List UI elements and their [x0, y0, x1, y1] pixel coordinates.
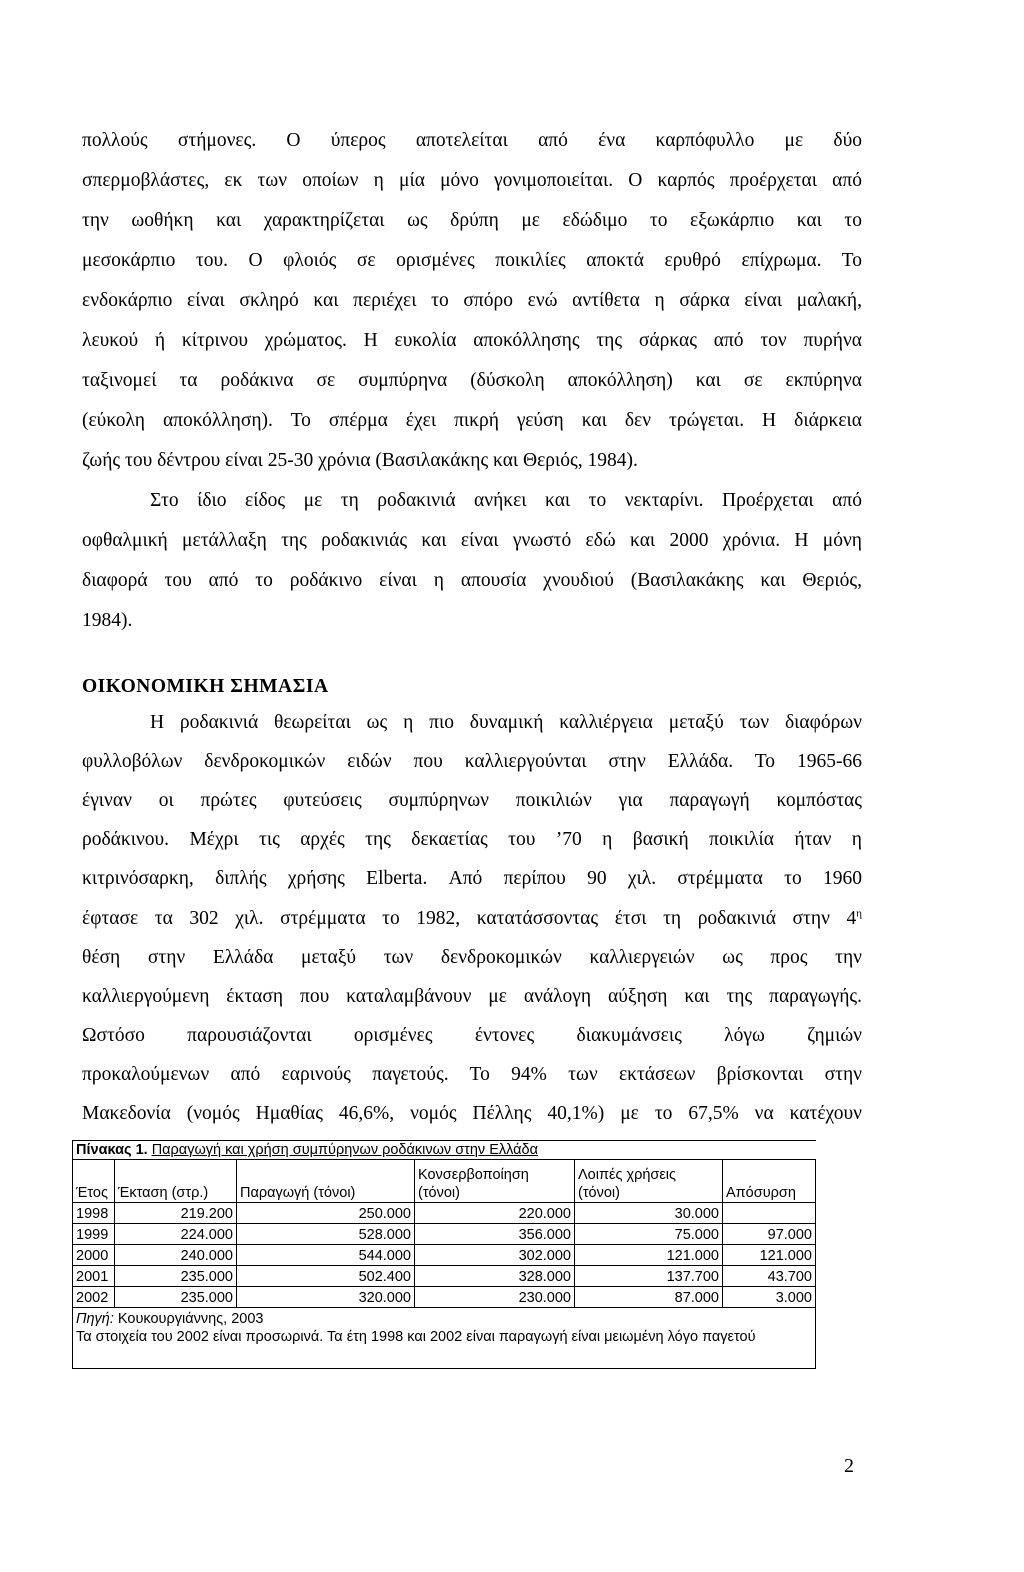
text-line: σπερμοβλάστες, εκ των οποίων η μία μόνο γονιμοποιείται. Ο καρπός προέρχεται από	[82, 170, 862, 191]
header-cell: Παραγωγή (τόνοι)	[237, 1160, 415, 1203]
text-line: πολλούς στήμονες. Ο ύπερος αποτελείται από ένα καρπόφυλλο με δύο	[82, 130, 862, 151]
table-cell: 3.000	[723, 1287, 816, 1308]
table-cell: 220.000	[415, 1203, 575, 1224]
table-source-row	[73, 1308, 816, 1329]
page-number: 2	[844, 1455, 854, 1477]
table-row	[73, 1287, 816, 1308]
superscript: η	[856, 907, 862, 920]
table-cell: 1999	[73, 1224, 115, 1245]
text-line: Μακεδονία (νομός Ημαθίας 46,6%, νομός Πέλλης 40,1%) με το 67,5% να κατέχουν	[82, 1103, 862, 1124]
text-span: έφτασε τα 302 χιλ. στρέμματα το 1982, κατατάσσοντας έτσι τη ροδακινιά στην 4	[82, 908, 857, 929]
text-line: την ωοθήκη και χαρακτηρίζεται ως δρύπη με εδώδιμο το εξωκάρπιο και το	[82, 210, 862, 231]
table-row	[73, 1224, 816, 1245]
table-cell: 528.000	[237, 1224, 415, 1245]
header-cell: Έκταση (στρ.)	[115, 1160, 237, 1203]
table-cell: 302.000	[415, 1245, 575, 1266]
text-line-with-superscript	[82, 907, 862, 931]
table-cell: 87.000	[575, 1287, 723, 1308]
text-line: μεσοκάρπιο του. Ο φλοιός σε ορισμένες ποικιλίες αποκτά ερυθρό επίχρωμα. Το	[82, 250, 862, 271]
table-cell: 235.000	[115, 1287, 237, 1308]
text-line: φυλλοβόλων δενδροκομικών ειδών που καλλιεργούνται στην Ελλάδα. Το 1965-66	[82, 751, 862, 772]
table-cell: 320.000	[237, 1287, 415, 1308]
table-cell: 137.700	[575, 1266, 723, 1287]
table-cell: 30.000	[575, 1203, 723, 1224]
text-line: οφθαλμική μετάλλαξη της ροδακινιάς και είναι γνωστό εδώ και 2000 χρόνια. Η μόνη	[82, 530, 862, 551]
table-header-row	[73, 1160, 816, 1203]
header-cell: Απόσυρση	[723, 1160, 816, 1203]
table-cell: 224.000	[115, 1224, 237, 1245]
table-cell: 502.400	[237, 1266, 415, 1287]
table-cell: 43.700	[723, 1266, 816, 1287]
text-line: διαφορά του από το ροδάκινο είναι η απουσία χνουδιού (Βασιλακάκης και Θεριός,	[82, 570, 862, 591]
text-line: ταξινομεί τα ροδάκινα σε συμπύρηνα (δύσκολη αποκόλληση) και σε εκπύρηνα	[82, 370, 862, 391]
text-line: λευκού ή κίτρινου χρώματος. Η ευκολία αποκόλλησης της σάρκας από τον πυρήνα	[82, 330, 862, 351]
table-cell: 240.000	[115, 1245, 237, 1266]
text-line: (εύκολη αποκόλληση). Το σπέρμα έχει πικρή γεύση και δεν τρώγεται. Η διάρκεια	[82, 410, 862, 431]
table-cell	[723, 1203, 816, 1224]
text-line: ζωής του δέντρου είναι 25-30 χρόνια (Βασιλακάκης και Θεριός, 1984).	[82, 450, 638, 471]
text-line: θέση στην Ελλάδα μεταξύ των δενδροκομικών καλλιεργειών ως προς την	[82, 947, 862, 968]
table-cell: 235.000	[115, 1266, 237, 1287]
table-caption	[73, 1141, 816, 1160]
text-line: Η ροδακινιά θεωρείται ως η πιο δυναμική καλλιέργεια μεταξύ των διαφόρων	[150, 712, 862, 733]
table-note-row	[73, 1328, 816, 1369]
text-line: Ωστόσο παρουσιάζονται ορισμένες έντονες διακυμάνσεις λόγω ζημιών	[82, 1025, 862, 1046]
table-cell: 121.000	[723, 1245, 816, 1266]
source-label: Πηγή:	[76, 1311, 114, 1327]
header-cell: Λοιπές χρήσεις (τόνοι)	[575, 1160, 723, 1203]
text-line: προκαλούμενων από εαρινούς παγετούς. Το 94% των εκτάσεων βρίσκονται στην	[82, 1064, 862, 1085]
table-caption-label: Πίνακας 1.	[76, 1142, 148, 1158]
table-note: Τα στοιχεία του 2002 είναι προσωρινά. Τα έτη 1998 και 2002 είναι παραγωγή είναι μειωμένη λόγο παγετού	[73, 1328, 816, 1369]
table-cell: 328.000	[415, 1266, 575, 1287]
table-cell: 230.000	[415, 1287, 575, 1308]
table-cell: 2001	[73, 1266, 115, 1287]
table-cell: 121.000	[575, 1245, 723, 1266]
header-cell: Έτος	[73, 1160, 115, 1203]
table-caption-text: Παραγωγή και χρήση συμπύρηνων ροδάκινων στην Ελλάδα	[151, 1142, 538, 1158]
table-caption-row	[73, 1141, 816, 1160]
text-line: ενδοκάρπιο είναι σκληρό και περιέχει το σπόρο ενώ αντίθετα η σάρκα είναι μαλακή,	[82, 290, 862, 311]
text-line: κιτρινόσαρκη, διπλής χρήσης Elberta. Από περίπου 90 χιλ. στρέμματα το 1960	[82, 868, 862, 889]
text-line: καλλιεργούμενη έκταση που καταλαμβάνουν με ανάλογη αύξηση και της παραγωγής.	[82, 986, 862, 1007]
text-line: Στο ίδιο είδος με τη ροδακινιά ανήκει και το νεκταρίνι. Προέρχεται από	[150, 490, 862, 511]
text-line: 1984).	[82, 610, 133, 631]
table-cell: 2000	[73, 1245, 115, 1266]
production-table	[72, 1140, 816, 1369]
table-cell: 219.200	[115, 1203, 237, 1224]
header-cell: Κονσερβοποίηση (τόνοι)	[415, 1160, 575, 1203]
table-source	[73, 1308, 816, 1329]
table-cell: 250.000	[237, 1203, 415, 1224]
table-cell: 544.000	[237, 1245, 415, 1266]
table-row	[73, 1203, 816, 1224]
table-cell: 75.000	[575, 1224, 723, 1245]
table-row	[73, 1245, 816, 1266]
table-cell: 97.000	[723, 1224, 816, 1245]
table-cell: 1998	[73, 1203, 115, 1224]
source-text: Κουκουργιάννης, 2003	[117, 1311, 264, 1327]
table-row	[73, 1266, 816, 1287]
section-heading: ΟΙΚΟΝΟΜΙΚΗ ΣΗΜΑΣΙΑ	[82, 676, 329, 697]
table-cell: 2002	[73, 1287, 115, 1308]
text-line: ροδάκινου. Μέχρι τις αρχές της δεκαετίας του ’70 η βασική ποικιλία ήταν η	[82, 829, 862, 850]
text-line: έγιναν οι πρώτες φυτεύσεις συμπύρηνων ποικιλιών για παραγωγή κομπόστας	[82, 790, 862, 811]
table-cell: 356.000	[415, 1224, 575, 1245]
